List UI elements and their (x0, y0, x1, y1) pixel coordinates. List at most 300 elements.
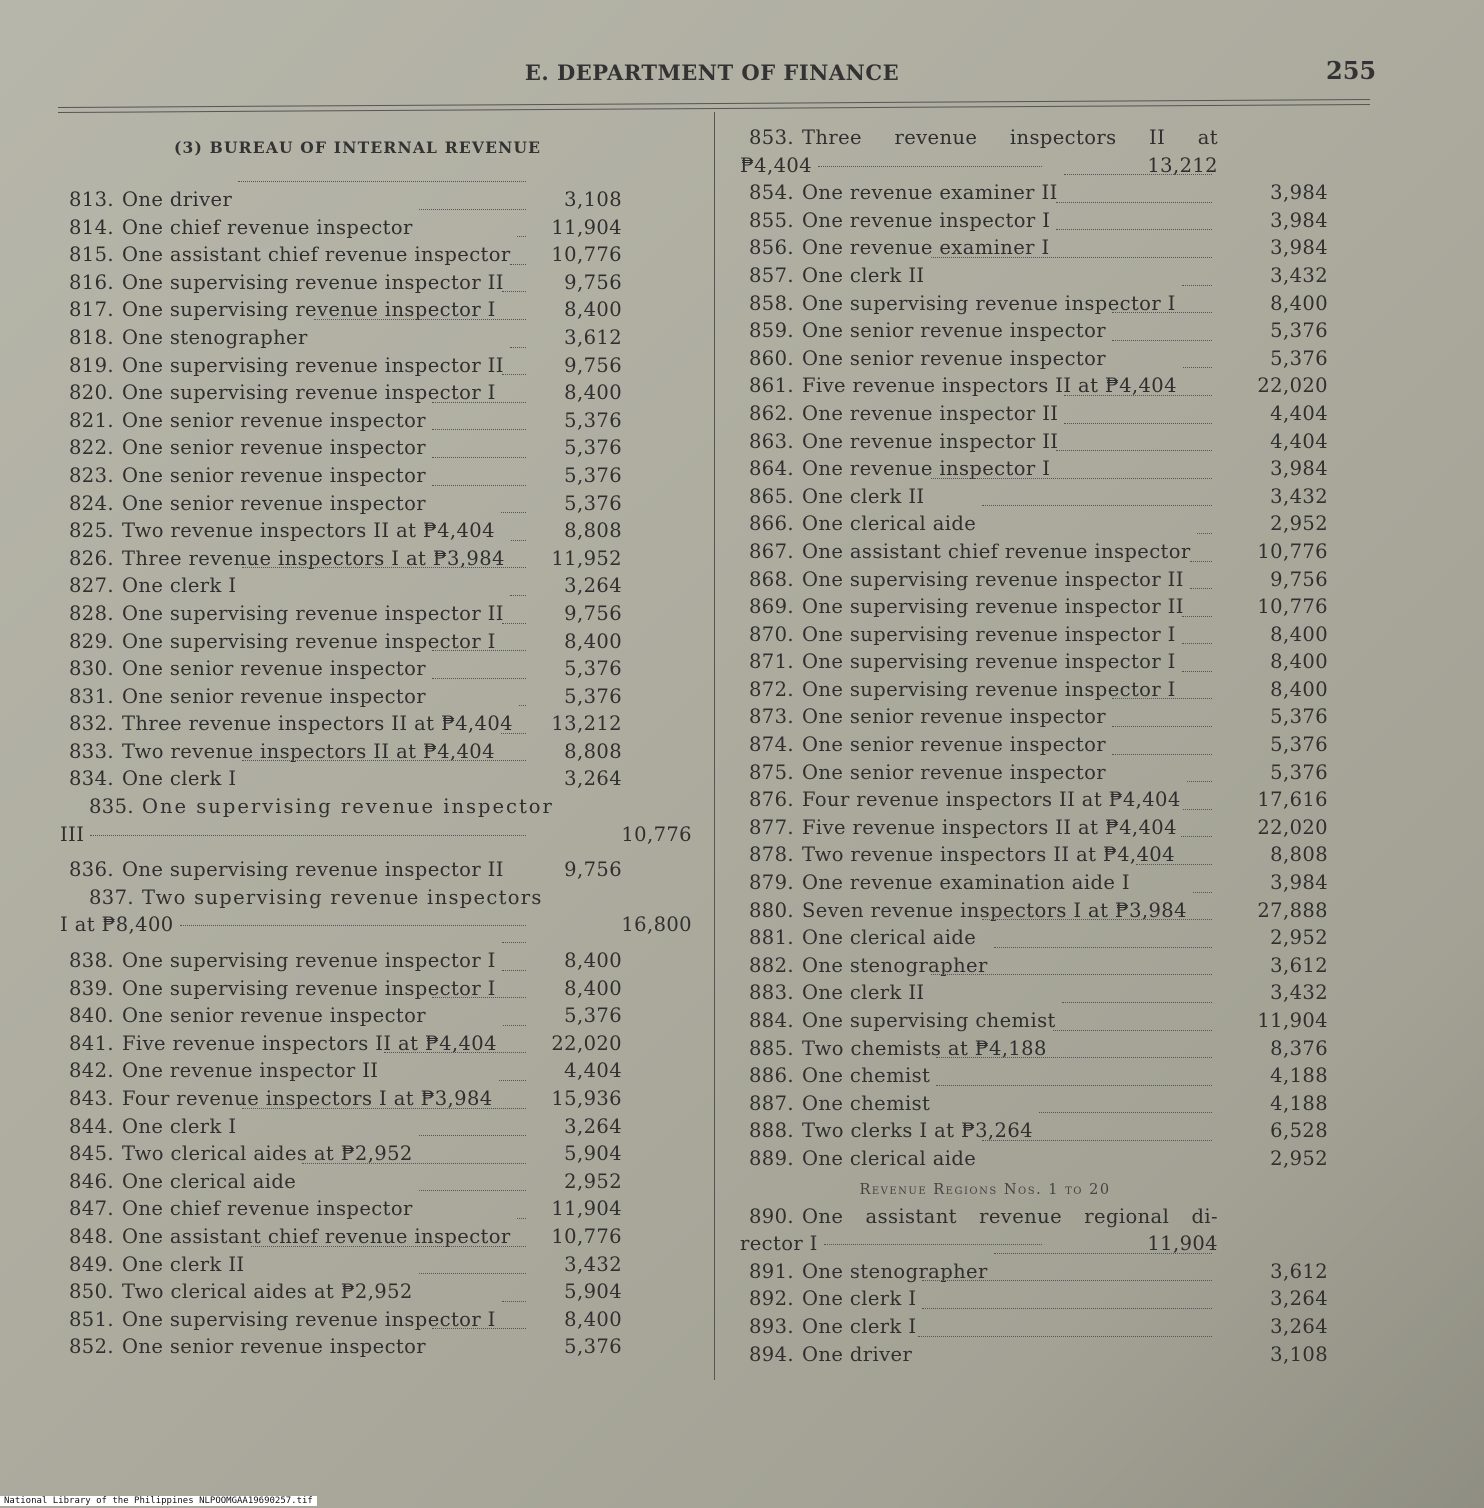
item-description: One senior revenue inspector (802, 733, 1107, 757)
leader-dots (419, 1190, 526, 1191)
item-number: 867. (748, 539, 794, 563)
item-amount: 3,432 (1270, 484, 1328, 508)
item-description: One clerk I (802, 1314, 917, 1338)
item-number: 832. (68, 712, 114, 736)
leader-dots (432, 485, 526, 486)
item-description: One clerk I (122, 574, 237, 598)
item-number: 885. (748, 1036, 794, 1060)
item-description: One senior revenue inspector (122, 491, 427, 515)
item-number: 815. (68, 243, 114, 267)
leader-dots (1064, 423, 1212, 424)
item-description: One revenue examiner I (802, 236, 1050, 260)
item-number: 864. (748, 457, 794, 481)
item-amount: 3,432 (564, 1252, 622, 1276)
item-amount: 3,984 (1270, 871, 1328, 895)
item-number: 863. (748, 429, 794, 453)
list-item (60, 407, 696, 435)
leader-dots (419, 1135, 526, 1136)
list-item (60, 1306, 696, 1334)
item-amount: 5,376 (564, 491, 622, 515)
item-description: One senior revenue inspector (122, 657, 427, 681)
item-number: 831. (68, 684, 114, 708)
item-description: Two clerical aides at ₱2,952 (122, 1142, 413, 1166)
item-amount: 10,776 (1257, 595, 1328, 619)
item-number: 835. (88, 795, 134, 819)
list-item (60, 324, 696, 352)
item-number: 814. (68, 215, 114, 239)
item-description: One revenue inspector II (122, 1059, 379, 1083)
item-amount: 22,020 (551, 1031, 622, 1055)
item-description: One clerical aide (122, 1169, 297, 1193)
leader-dots (1182, 643, 1212, 644)
item-amount: 8,808 (564, 519, 622, 543)
list-item (740, 786, 1400, 814)
item-description: Two clerical aides at ₱2,952 (122, 1280, 413, 1304)
list-item (740, 731, 1400, 759)
item-description: One senior revenue inspector (802, 319, 1107, 343)
leader-dots (502, 1301, 526, 1302)
item-amount: 9,756 (564, 601, 622, 625)
item-description-cont: I at ₱8,400 (60, 913, 174, 937)
item-description: One clerical aide (802, 926, 977, 950)
item-description: One clerk I (122, 767, 237, 791)
list-item-835 (60, 793, 696, 848)
item-description: Two revenue inspectors II at ₱4,404 (122, 739, 495, 763)
page-title: E. DEPARTMENT OF FINANCE (524, 60, 900, 85)
item-amount: 3,984 (1270, 457, 1328, 481)
item-description: One senior revenue inspector (122, 408, 427, 432)
item-description: One senior revenue inspector (122, 684, 427, 708)
leader-dots (818, 166, 1042, 167)
leader-dots (931, 974, 1212, 975)
item-amount: 4,404 (1270, 429, 1328, 453)
item-description: One chief revenue inspector (122, 1197, 413, 1221)
list-item (60, 1195, 696, 1223)
item-description-cont: III (60, 822, 85, 846)
item-number: 813. (68, 188, 114, 211)
item-description-cont: ₱4,404 (740, 153, 812, 177)
item-number: 837. (88, 885, 134, 909)
item-number: 840. (68, 1004, 114, 1028)
item-amount: 3,264 (564, 767, 622, 791)
item-amount: 10,776 (1257, 539, 1328, 563)
item-number: 881. (748, 926, 794, 950)
right-column (740, 124, 1400, 1368)
item-amount: 11,952 (551, 546, 622, 570)
item-description: Two chemists at ₱4,188 (802, 1036, 1047, 1060)
item-number: 891. (748, 1259, 794, 1283)
item-description: One driver (122, 188, 233, 211)
item-number: 824. (68, 491, 114, 515)
leader-dots (1190, 588, 1212, 589)
item-description: One assistant chief revenue inspector (802, 539, 1191, 563)
item-description: One supervising chemist (802, 1009, 1056, 1032)
item-number: 825. (68, 519, 114, 543)
item-amount: 3,264 (1270, 1314, 1328, 1338)
leader-dots (502, 970, 526, 971)
item-description: One assistant chief revenue inspector (122, 243, 511, 267)
section-heading: (3) BUREAU OF INTERNAL REVENUE (174, 138, 542, 157)
item-description: Two revenue inspectors II at ₱4,404 (122, 519, 495, 543)
description-word: at (1197, 126, 1218, 149)
item-description: One supervising revenue inspector I (802, 677, 1176, 701)
leader-dots (238, 181, 526, 182)
item-amount: 10,776 (551, 243, 622, 267)
item-amount: 8,400 (564, 976, 622, 1000)
item-number: 862. (748, 401, 794, 425)
item-description: One senior revenue inspector (122, 1004, 427, 1028)
item-number: 859. (748, 319, 794, 343)
item-number: 865. (748, 484, 794, 508)
item-amount: 8,400 (564, 629, 622, 653)
item-description: Two revenue inspectors II at ₱4,404 (802, 843, 1175, 867)
description-word: II (1149, 126, 1166, 149)
list-item (60, 186, 696, 214)
item-amount: 3,984 (1270, 236, 1328, 260)
item-amount: 2,952 (1270, 512, 1328, 536)
item-description: Five revenue inspectors II at ₱4,404 (802, 815, 1177, 839)
list-item (60, 765, 696, 793)
item-amount: 13,212 (551, 712, 622, 736)
item-amount: 10,776 (621, 822, 692, 846)
leader-dots (936, 1057, 1212, 1058)
item-description: One chemist (802, 1064, 931, 1088)
item-amount: 8,808 (564, 739, 622, 763)
item-amount: 8,400 (1270, 291, 1328, 315)
item-amount: 4,188 (1270, 1091, 1328, 1115)
item-amount: 5,376 (1270, 346, 1328, 370)
item-description: One stenographer (802, 1259, 988, 1283)
item-amount: 22,020 (1257, 815, 1328, 839)
leader-dots (982, 505, 1212, 506)
item-amount: 8,400 (564, 381, 622, 405)
item-amount: 8,400 (564, 1307, 622, 1331)
left-column (60, 186, 696, 1361)
leader-dots (1053, 1030, 1212, 1031)
item-description: One clerk I (122, 1114, 237, 1138)
item-description: Two clerks I at ₱3,264 (802, 1119, 1033, 1143)
list-item (740, 841, 1400, 869)
leader-dots (1064, 395, 1212, 396)
leader-dots (994, 947, 1212, 948)
header-rule (58, 99, 1370, 108)
list-item (60, 1030, 696, 1058)
item-description: One clerk II (122, 1252, 245, 1276)
list-item (740, 510, 1400, 538)
item-number: 855. (748, 208, 794, 232)
item-description: Seven revenue inspectors I at ₱3,984 (802, 898, 1187, 922)
list-item-837 (60, 884, 696, 939)
item-description: One supervising revenue inspector I (122, 629, 496, 653)
item-description: One revenue inspector II (802, 429, 1059, 453)
item-number: 829. (68, 629, 114, 653)
item-amount: 5,904 (564, 1280, 622, 1304)
leader-dots (1039, 1112, 1212, 1113)
item-amount: 6,528 (1270, 1119, 1328, 1143)
item-amount: 3,108 (1270, 1342, 1328, 1366)
list-item (740, 290, 1400, 318)
list-item (60, 517, 696, 545)
item-description: One revenue inspector I (802, 208, 1051, 232)
leader-dots (510, 595, 526, 596)
leader-dots (511, 540, 526, 541)
leader-dots (1112, 340, 1212, 341)
item-number: 872. (748, 677, 794, 701)
leader-dots (314, 319, 526, 320)
leader-dots (432, 429, 526, 430)
item-number: 858. (748, 291, 794, 315)
item-amount: 5,376 (1270, 760, 1328, 784)
item-description: One stenographer (802, 953, 988, 977)
item-description: One supervising revenue inspector I (802, 622, 1176, 646)
item-description: One chemist (802, 1091, 931, 1115)
leader-dots (242, 1108, 526, 1109)
item-amount: 8,400 (564, 298, 622, 322)
leader-dots (936, 1085, 1212, 1086)
item-number: 844. (68, 1114, 114, 1138)
leader-dots (419, 1273, 526, 1274)
item-amount: 9,756 (564, 353, 622, 377)
item-amount: 2,952 (564, 1169, 622, 1193)
item-amount: 16,800 (621, 913, 692, 937)
item-amount: 3,264 (564, 574, 622, 598)
item-number: 873. (748, 705, 794, 729)
list-item (60, 1278, 696, 1306)
leader-dots (432, 650, 526, 651)
list-item (740, 621, 1400, 649)
item-description: One revenue inspector I (802, 457, 1051, 481)
item-amount: 15,936 (551, 1087, 622, 1110)
list-item (60, 947, 696, 975)
item-description: One clerk II (802, 981, 925, 1005)
item-description: One clerical aide (802, 512, 977, 536)
item-number: 846. (68, 1169, 114, 1193)
list-item (60, 462, 696, 490)
item-amount: 4,188 (1270, 1064, 1328, 1088)
leader-dots (501, 512, 526, 513)
item-description: Five revenue inspectors II at ₱4,404 (122, 1031, 497, 1055)
item-amount: 4,404 (564, 1059, 622, 1083)
left-item-836-wrap (60, 856, 696, 884)
item-number: 843. (68, 1087, 114, 1110)
leader-dots (517, 236, 526, 237)
description-word: inspectors (1009, 126, 1117, 149)
list-item (740, 566, 1400, 594)
item-description: One senior revenue inspector (802, 346, 1107, 370)
list-item (60, 1057, 696, 1085)
item-number: 878. (748, 843, 794, 867)
item-number: 861. (748, 374, 794, 398)
list-item (60, 1251, 696, 1279)
item-number: 851. (68, 1307, 114, 1331)
item-number: 853. (748, 126, 794, 149)
leader-dots (502, 942, 526, 943)
item-number: 860. (748, 346, 794, 370)
item-description: One supervising revenue inspector I (122, 949, 496, 973)
item-description: One revenue examination aide I (802, 871, 1130, 895)
item-amount: 8,808 (1270, 843, 1328, 867)
list-item (60, 572, 696, 600)
leader-dots (982, 919, 1212, 920)
list-item (740, 759, 1400, 787)
item-number: 882. (748, 953, 794, 977)
item-amount: 11,904 (1147, 1232, 1218, 1256)
left-item-list-b (60, 947, 696, 1361)
leader-dots (519, 705, 526, 706)
item-description (802, 124, 1218, 152)
item-number: 848. (68, 1224, 114, 1248)
item-description: Three revenue inspectors I at ₱3,984 (122, 546, 505, 570)
leader-dots (1193, 892, 1212, 893)
item-number: 833. (68, 739, 114, 763)
item-amount: 4,404 (1270, 401, 1328, 425)
leader-dots (1064, 174, 1212, 175)
item-description: One stenographer (122, 325, 308, 349)
list-item (740, 814, 1400, 842)
item-amount: 13,212 (1147, 153, 1218, 177)
list-item (740, 538, 1400, 566)
item-amount: 5,376 (564, 684, 622, 708)
description-word: Three (802, 126, 862, 149)
leader-dots (242, 567, 526, 568)
list-item (740, 648, 1400, 676)
item-description: Five revenue inspectors II at ₱4,404 (802, 374, 1177, 398)
item-description: Two supervising revenue inspectors (142, 885, 543, 909)
list-item (60, 856, 696, 884)
item-amount: 11,904 (551, 215, 622, 239)
leader-dots (1197, 533, 1212, 534)
leader-dots (432, 402, 526, 403)
leader-dots (242, 760, 526, 761)
leader-dots (1182, 285, 1212, 286)
item-description: One revenue examiner II (802, 181, 1058, 205)
item-number: 823. (68, 463, 114, 487)
scan-credit: National Library of the Philippines NLPOOMGAA19690257.tif (0, 1496, 317, 1506)
item-description: One revenue inspector II (802, 401, 1059, 425)
item-number: 887. (748, 1091, 794, 1115)
leader-dots (501, 733, 526, 734)
item-amount: 5,376 (564, 463, 622, 487)
item-amount: 9,756 (564, 270, 622, 294)
item-description: One supervising revenue inspector II (122, 601, 504, 625)
leader-dots (918, 1336, 1212, 1337)
list-item (60, 710, 696, 738)
item-description: One senior revenue inspector (122, 1335, 427, 1359)
item-number: 847. (68, 1197, 114, 1221)
item-description: One clerk II (802, 484, 925, 508)
item-number: 827. (68, 574, 114, 598)
item-amount: 27,888 (1257, 898, 1328, 922)
item-number: 879. (748, 871, 794, 895)
list-item (740, 703, 1400, 731)
leader-dots (432, 678, 526, 679)
item-number: 856. (748, 236, 794, 260)
item-amount: 3,108 (564, 188, 622, 211)
item-number: 892. (748, 1287, 794, 1311)
leader-dots (1112, 698, 1212, 699)
list-item (60, 434, 696, 462)
item-description: One senior revenue inspector (122, 436, 427, 460)
leader-dots (432, 457, 526, 458)
item-amount: 3,264 (1270, 1287, 1328, 1311)
item-number: 876. (748, 788, 794, 812)
item-number: 830. (68, 657, 114, 681)
leader-dots (180, 925, 526, 926)
leader-dots (1136, 864, 1212, 865)
list-item (60, 352, 696, 380)
item-description: One clerk I (802, 1287, 917, 1311)
leader-dots (1062, 1002, 1212, 1003)
leader-dots (1190, 561, 1212, 562)
item-amount: 5,376 (564, 436, 622, 460)
leader-dots (922, 1308, 1212, 1309)
item-number: 820. (68, 381, 114, 405)
leader-dots (302, 1163, 526, 1164)
item-description: One clerical aide (802, 1146, 977, 1170)
item-amount: 3,432 (1270, 263, 1328, 287)
item-description: One clerk II (802, 263, 925, 287)
leader-dots (1182, 616, 1212, 617)
list-item-890 (740, 1203, 1400, 1258)
leader-dots (517, 1218, 526, 1219)
list-item-853 (740, 124, 1400, 179)
item-description: Three revenue inspectors II at ₱4,404 (122, 712, 513, 736)
leader-dots (1056, 450, 1212, 451)
item-amount: 5,376 (1270, 733, 1328, 757)
item-number: 883. (748, 981, 794, 1005)
item-description: Four revenue inspectors II at ₱4,404 (802, 788, 1181, 812)
list-item (60, 600, 696, 628)
leader-dots (432, 997, 526, 998)
list-item (60, 490, 696, 518)
leader-dots (90, 835, 526, 836)
item-amount: 2,952 (1270, 1146, 1328, 1170)
leader-dots (510, 347, 526, 348)
item-amount: 5,376 (564, 1335, 622, 1359)
list-item (740, 1145, 1400, 1173)
item-amount: 2,952 (1270, 926, 1328, 950)
item-amount: 5,376 (564, 408, 622, 432)
leader-dots (982, 1140, 1212, 1141)
item-number: 821. (68, 408, 114, 432)
leader-dots (1187, 781, 1212, 782)
item-amount: 5,904 (564, 1142, 622, 1166)
item-amount: 5,376 (564, 657, 622, 681)
leader-dots (502, 374, 526, 375)
item-description: One driver (802, 1342, 913, 1366)
item-number: 889. (748, 1146, 794, 1170)
item-description: One assistant chief revenue inspector (122, 1224, 511, 1248)
item-number: 866. (748, 512, 794, 536)
item-description: One supervising revenue inspector I (802, 650, 1176, 674)
description-word: revenue (894, 126, 978, 149)
leader-dots (1183, 809, 1212, 810)
item-amount: 22,020 (1257, 374, 1328, 398)
item-number: 841. (68, 1031, 114, 1055)
list-item (60, 1333, 696, 1361)
leader-dots (510, 264, 526, 265)
leader-dots (499, 1080, 526, 1081)
item-number: 839. (68, 976, 114, 1000)
item-number: 852. (68, 1335, 114, 1359)
left-item-list (60, 186, 696, 793)
column-divider (714, 112, 715, 1380)
item-description: One supervising revenue inspector II (802, 567, 1184, 591)
leader-dots (1182, 671, 1212, 672)
item-number: 834. (68, 767, 114, 791)
list-item (60, 1002, 696, 1030)
leader-dots (502, 623, 526, 624)
